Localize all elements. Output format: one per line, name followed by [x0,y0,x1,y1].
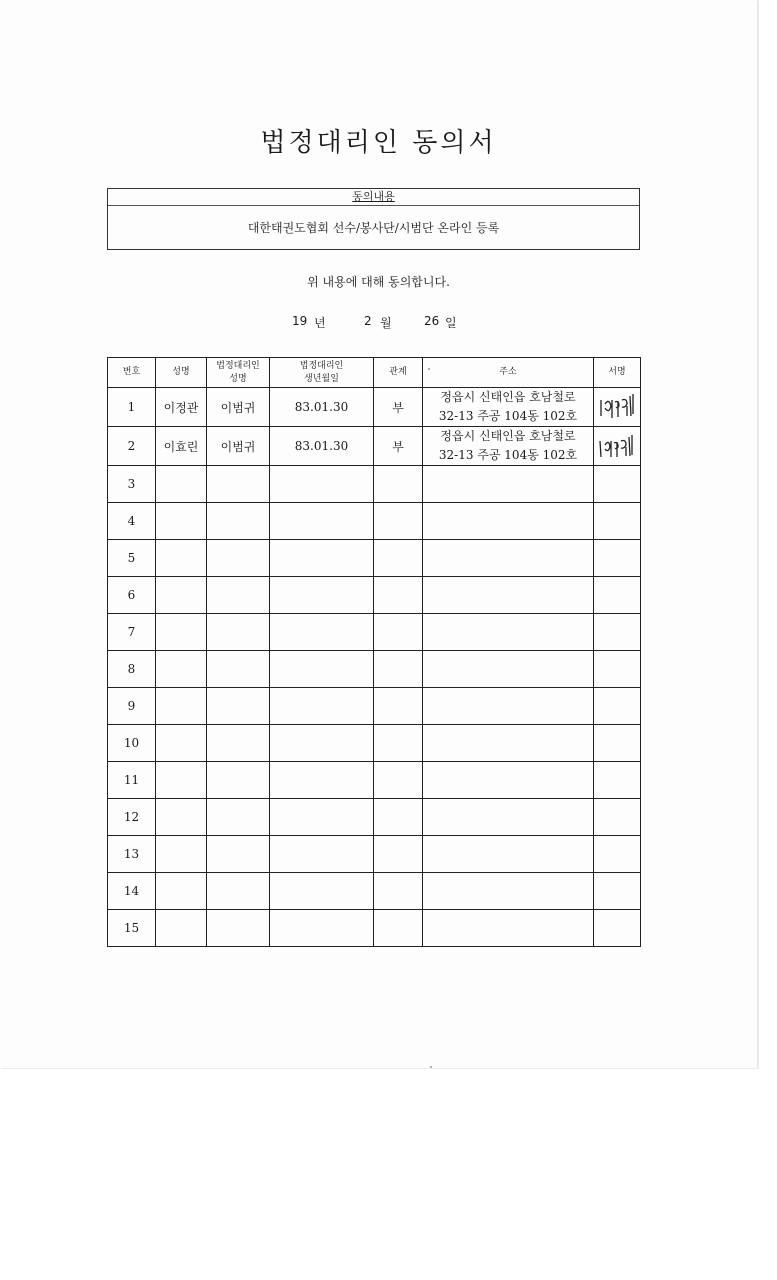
row-guardian-name [207,503,270,540]
row-signature [594,762,641,799]
row-number: 11 [108,762,156,799]
row-number: 7 [108,614,156,651]
row-name [156,762,207,799]
signature-image [597,392,637,422]
table-row [108,651,641,688]
row-guardian-name [207,799,270,836]
row-name: 이효린 [156,427,207,466]
address-line-2: 32-13 주공 104동 102호 [438,448,578,462]
row-name [156,651,207,688]
scan-speck [430,1066,432,1068]
row-guardian-name [207,614,270,651]
row-guardian-name: 이범귀 [207,388,270,427]
address-line-1: 정읍시 신태인읍 호남철로 [440,429,576,443]
row-signature [594,577,641,614]
row-number: 15 [108,910,156,947]
table-row [108,725,641,762]
row-number: 4 [108,503,156,540]
row-guardian-name [207,577,270,614]
row-guardian-name [207,762,270,799]
row-guardian-name [207,910,270,947]
row-signature [594,614,641,651]
table-row [108,614,641,651]
row-address [423,503,594,540]
table-header-row [108,358,641,388]
row-number: 6 [108,577,156,614]
row-number: 13 [108,836,156,873]
date-month: 2 [364,314,372,328]
row-guardian-birth [270,725,374,762]
row-guardian-name [207,466,270,503]
row-relation [374,762,423,799]
row-relation [374,540,423,577]
row-relation: 부 [374,388,423,427]
row-relation: 부 [374,427,423,466]
row-number: 1 [108,388,156,427]
row-relation [374,725,423,762]
date-year: 19 [292,314,308,328]
row-name [156,873,207,910]
table-row [108,503,641,540]
agreement-statement: 위 내용에 대해 동의합니다. [307,275,450,289]
row-name [156,577,207,614]
row-signature [594,836,641,873]
row-guardian-name [207,873,270,910]
row-signature [594,503,641,540]
row-guardian-birth [270,762,374,799]
row-signature [594,540,641,577]
table-row [108,910,641,947]
row-name [156,540,207,577]
row-name: 이정관 [156,388,207,427]
row-relation [374,577,423,614]
date-month-unit: 월 [380,316,392,330]
row-name [156,725,207,762]
table-row [108,388,641,427]
header-name: 성명 [156,358,207,388]
date-day: 26 [424,314,440,328]
table-row [108,799,641,836]
consent-header [108,189,639,206]
header-number: 번호 [108,358,156,388]
row-address [423,910,594,947]
row-relation [374,651,423,688]
header-address: 주소 [423,358,594,388]
address-line-2: 32-13 주공 104동 102호 [438,409,578,423]
row-number: 8 [108,651,156,688]
row-address [423,427,594,466]
table-row [108,688,641,725]
row-guardian-birth [270,466,374,503]
page-title: 법정대리인 동의서 [260,128,497,158]
row-relation [374,799,423,836]
row-relation [374,688,423,725]
row-signature [594,910,641,947]
row-name [156,836,207,873]
row-address [423,836,594,873]
row-number: 3 [108,466,156,503]
row-address [423,577,594,614]
row-signature [594,799,641,836]
row-signature [594,873,641,910]
row-guardian-birth [270,836,374,873]
row-guardian-name [207,836,270,873]
row-guardian-birth [270,688,374,725]
row-name [156,614,207,651]
row-number: 5 [108,540,156,577]
row-number: 10 [108,725,156,762]
row-guardian-name [207,540,270,577]
row-relation [374,873,423,910]
row-address [423,799,594,836]
row-guardian-birth [270,540,374,577]
row-guardian-birth: 83.01.30 [270,427,374,466]
row-address [423,762,594,799]
row-guardian-name: 이범귀 [207,427,270,466]
consent-content: 대한태권도협회 선수/봉사단/시범단 온라인 등록 [247,221,500,235]
header-guardian-name: 법정대리인 성명 [207,358,270,388]
row-number: 12 [108,799,156,836]
row-address [423,466,594,503]
row-address [423,873,594,910]
row-signature [594,466,641,503]
table-row [108,762,641,799]
row-guardian-name [207,651,270,688]
table-row [108,427,641,466]
date-day-unit: 일 [445,316,457,330]
consent-box [107,188,640,250]
table-row [108,577,641,614]
row-address [423,540,594,577]
row-address [423,725,594,762]
row-guardian-birth [270,910,374,947]
table-row [108,873,641,910]
header-relation: 관계 [374,358,423,388]
table-row [108,540,641,577]
header-signature: 서명 [594,358,641,388]
row-guardian-name [207,725,270,762]
row-name [156,799,207,836]
row-guardian-birth [270,503,374,540]
row-relation [374,836,423,873]
row-number: 9 [108,688,156,725]
table-row [108,836,641,873]
address-line-1: 정읍시 신태인읍 호남철로 [440,390,576,404]
row-number: 2 [108,427,156,466]
row-signature [594,725,641,762]
row-guardian-birth [270,577,374,614]
guardian-table [107,357,641,947]
row-signature [594,427,641,466]
row-relation [374,466,423,503]
consent-header-label: 동의내용 [352,190,395,203]
row-relation [374,503,423,540]
row-address [423,614,594,651]
table-row [108,466,641,503]
header-guardian-birth: 법정대리인 생년월일 [270,358,374,388]
date-year-unit: 년 [314,316,326,330]
row-name [156,466,207,503]
row-name [156,688,207,725]
row-guardian-birth: 83.01.30 [270,388,374,427]
row-name [156,503,207,540]
row-number: 14 [108,873,156,910]
row-address [423,651,594,688]
row-address [423,388,594,427]
row-signature [594,651,641,688]
row-signature [594,388,641,427]
row-signature [594,688,641,725]
row-relation [374,614,423,651]
row-relation [374,910,423,947]
row-guardian-birth [270,799,374,836]
row-guardian-birth [270,873,374,910]
scan-speck [428,368,430,370]
row-guardian-birth [270,651,374,688]
row-guardian-birth [270,614,374,651]
row-name [156,910,207,947]
row-guardian-name [207,688,270,725]
row-address [423,688,594,725]
signature-image [597,431,637,461]
